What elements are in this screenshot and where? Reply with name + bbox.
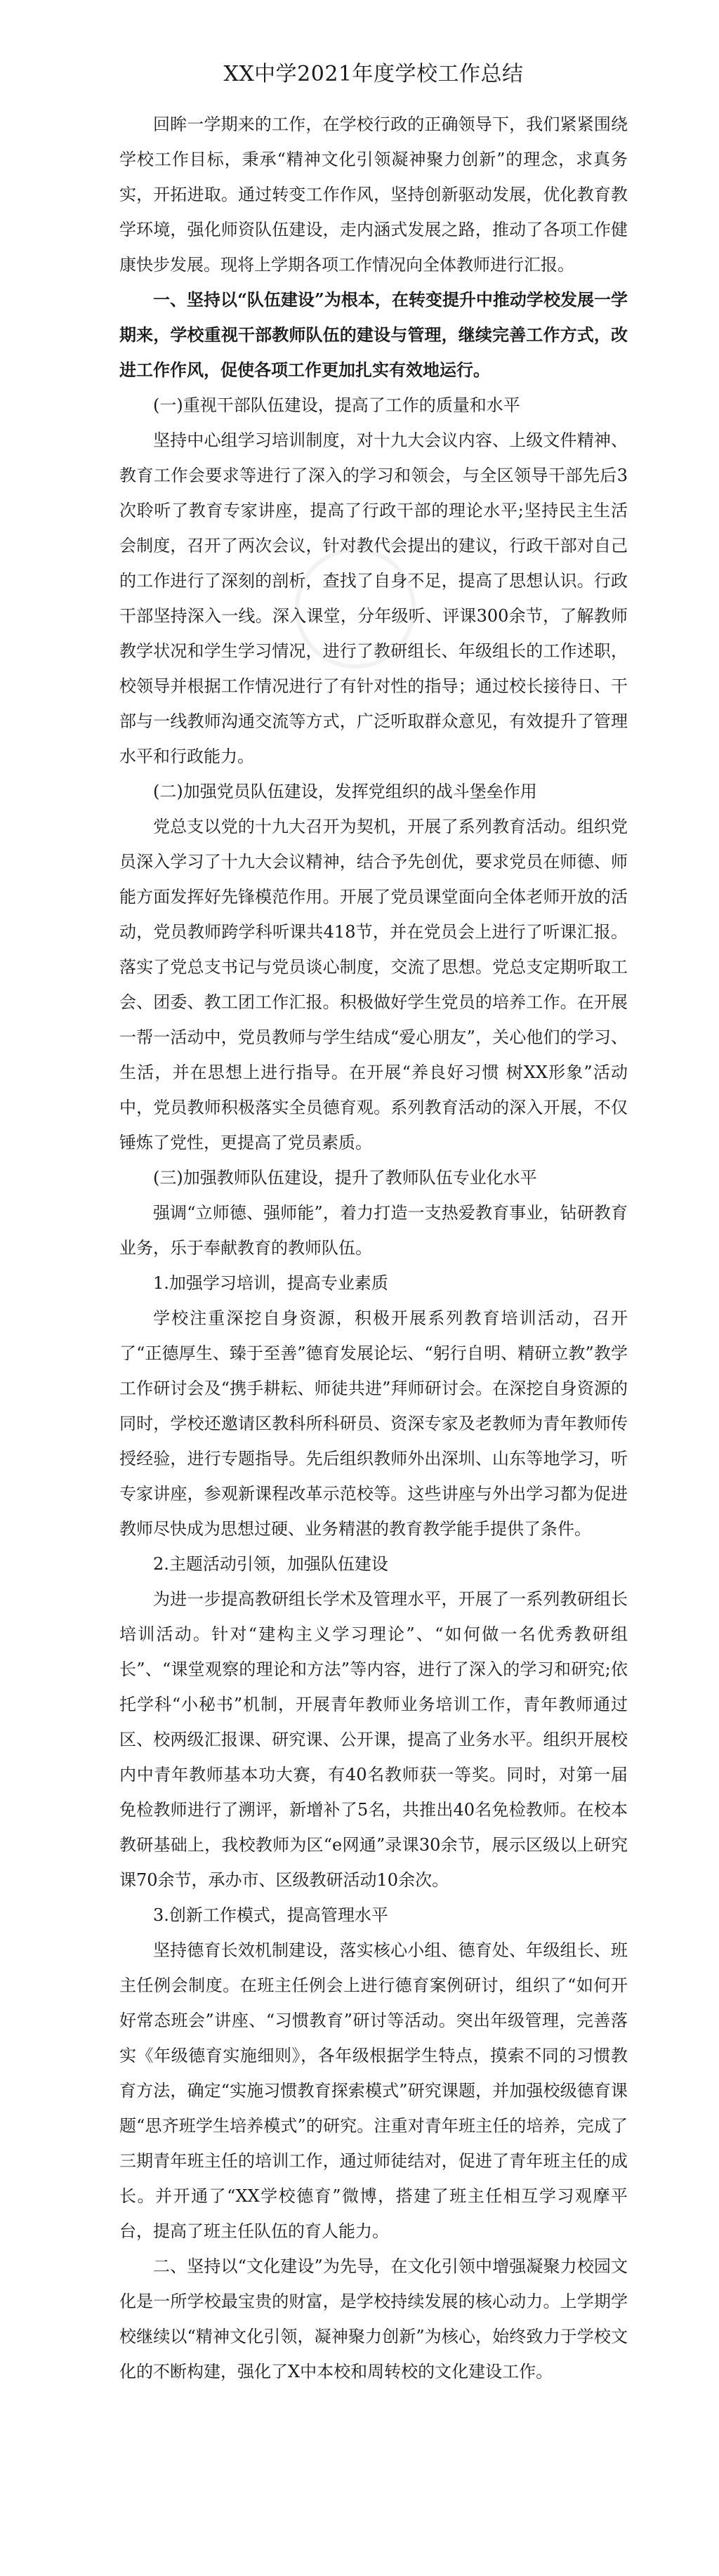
body-paragraph: 为进一步提高教研组长学术及管理水平，开展了一系列教研组长培训活动。针对“建构主义学习理论”、“如何做一名优秀教研组长”、“课堂观察的理论和方法”等内容，进行了深入的学习和研究;依托学科“小秘书”机制，开展青年教师业务培训工作，青年教师通过区、校两级汇报课、研究课、公开课，提高了业务水平。组织开展校内中青年教师基本功大赛，有40名教师获一等奖。同时，对第一届免检教师进行了溯评，新增补了5名，共推出40名免检教师。在校本教研基础上，我校教师为区“e网通”录课30余节，展示区级以上研究课70余节，承办市、区级教研活动10余次。 <box>119 1589 628 1890</box>
body-paragraph: 强调“立师德、强师能”，着力打造一支热爱教育事业，钻研教育业务，乐于奉献教育的教师队伍。 <box>119 1203 628 1258</box>
body-paragraph: 党总支以党的十九大召开为契机，开展了系列教育活动。组织党员深入学习了十九大会议精神，结合予先创优，要求党员在师德、师能方面发挥好先锋模范作用。开展了党员课堂面向全体老师开放的活动，党员教师跨学科听课共418节，并在党员会上进行了听课汇报。落实了党总支书记与党员谈心制度，交流了思想。党总支定期听取工会、团委、教工团工作汇报。积极做好学生党员的培养工作。在开展一帮一活动中，党员教师与学生结成“爱心朋友”，关心他们的学习、生活，并在思想上进行指导。在开展“养良好习惯 树XX形象”活动中，党员教师积极落实全员德育观。系列教育活动的深入开展，不仅锤炼了党性，更提高了党员素质。 <box>119 817 628 1152</box>
body-paragraph: 学校注重深挖自身资源，积极开展系列教育培训活动，召开了“正德厚生、臻于至善”德育发展论坛、“躬行自明、精研立教”教学工作研讨会及“携手耕耘、师徒共进”拜师研讨会。在深挖自身资源的同时，学校还邀请区教科所科研员、资深专家及老教师为青年教师传授经验，进行专题指导。先后组织教师外出深圳、山东等地学习，听专家讲座，参观新课程改革示范校等。这些讲座与外出学习都为促进教师尽快成为思想过硬、业务精湛的教育教学能手提供了条件。 <box>119 1308 628 1539</box>
subheading-item-1: 1.加强学习培训，提高专业素质 <box>153 1273 388 1293</box>
section-heading-2: 二、坚持以“文化建设”为先导，在文化引领中增强凝聚力校园文化是一所学校最宝贵的财富，是学校持续发展的核心动力。上学期学校继续以“精神文化引领，凝神聚力创新”为核心，始终致力于学校文化的不断构建，强化了X中本校和周转校的文化建设工作。 <box>119 2256 628 2381</box>
subheading-1-2: (二)加强党员队伍建设，发挥党组织的战斗堡垒作用 <box>153 782 537 801</box>
subheading-item-3: 3.创新工作模式，提高管理水平 <box>153 1905 388 1925</box>
body-paragraph: 坚持中心组学习培训制度，对十九大会议内容、上级文件精神、教育工作会要求等进行了深入的学习和领会，与全区领导干部先后3次聆听了教育专家讲座，提高了行政干部的理论水平;坚持民主生活会制度，召开了两次会议，针对教代会提出的建议，行政干部对自己的工作进行了深刻的剖析，查找了自身不足，提高了思想认识。行政干部坚持深入一线。深入课堂，分年级听、评课300余节，了解教师教学状况和学生学习情况，进行了教研组长、年级组长的工作述职，校领导并根据工作情况进行了有针对性的指导；通过校长接待日、干部与一线教师沟通交流等方式，广泛听取群众意见，有效提升了管理水平和行政能力。 <box>119 431 628 766</box>
subheading-item-2: 2.主题活动引领，加强队伍建设 <box>153 1554 388 1574</box>
subheading-1-1: (一)重视干部队伍建设，提高了工作的质量和水平 <box>153 395 520 415</box>
body-paragraph: 坚持德育长效机制建设，落实核心小组、德育处、年级组长、班主任例会制度。在班主任例会上进行德育案例研讨，组织了“如何开好常态班会”讲座、“习惯教育”研讨等活动。突出年级管理，完善落实《年级德育实施细则》，各年级根据学生特点，摸索不同的习惯教育方法，确定“实施习惯教育探索模式”研究课题，并加强校级德育课题“思齐班学生培养模式”的研究。注重对青年班主任的培养，完成了三期青年班主任的培训工作，通过师徒结对，促进了青年班主任的成长。并开通了“XX学校德育”微博，搭建了班主任相互学习观摩平台，提高了班主任队伍的育人能力。 <box>119 1940 628 2241</box>
intro-paragraph: 回眸一学期来的工作，在学校行政的正确领导下，我们紧紧围绕学校工作目标，秉承“精神文化引领凝神聚力创新”的理念，求真务实，开拓进取。通过转变工作作风，坚持创新驱动发展，优化教育教学环境，强化师资队伍建设，走内涵式发展之路，推动了各项工作健康快步发展。现将上学期各项工作情况向全体教师进行汇报。 <box>119 114 628 275</box>
section-heading-1: 一、坚持以“队伍建设”为根本，在转变提升中推动学校发展一学期来，学校重视干部教师队伍的建设与管理，继续完善工作方式，改进工作作风，促使各项工作更加扎实有效地运行。 <box>119 289 628 380</box>
document-title: XX中学2021年度学校工作总结 <box>223 62 524 86</box>
subheading-1-3: (三)加强教师队伍建设，提升了教师队伍专业化水平 <box>153 1168 537 1188</box>
